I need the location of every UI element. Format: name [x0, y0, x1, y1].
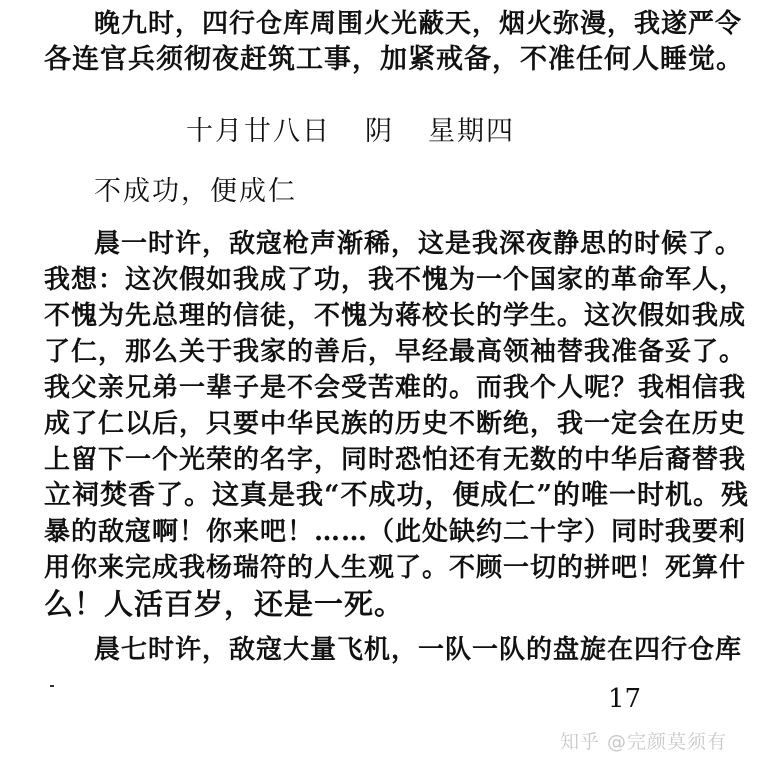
section-title: 不成功，便成仁 — [94, 176, 297, 207]
body-line: 成了仁以后，只要中华民族的历史不断绝，我一定会在历史 — [44, 409, 747, 439]
body-line: 我想：这次假如我成了功，我不愧为一个国家的革命军人， — [44, 265, 747, 295]
watermark: 知乎 @完颜莫须有 — [560, 731, 728, 753]
body-line: 晨一时许，敌寇枪声渐稀，这是我深夜静思的时候了。 — [94, 229, 743, 259]
body-line: 不愧为先总理的信徒，不愧为蒋校长的学生。这次假如我成 — [44, 301, 747, 331]
page-number: 17 — [608, 684, 642, 714]
entry-date: 十月廿八日 — [186, 116, 331, 147]
body-line: 了仁，那么关于我家的善后，早经最高领袖替我准备妥了。 — [44, 337, 747, 367]
entry-date-heading — [186, 116, 549, 148]
entry-weather: 阴 — [365, 116, 394, 147]
intro-line-1: 晚九时，四行仓库周围火光蔽天，烟火弥漫，我遂严令 — [94, 9, 743, 39]
body-line: 暴的敌寇啊！你来吧！……（此处缺约二十字）同时我要利 — [44, 517, 747, 547]
body-line: 用你来完成我杨瑞符的人生观了。不顾一切的拼吧！死算什 — [44, 553, 747, 583]
scan-speck — [50, 685, 54, 687]
body-line: 上留下一个光荣的名字，同时恐怕还有无数的中华后裔替我 — [44, 445, 747, 475]
body-line: 么！人活百岁，还是一死。 — [44, 587, 405, 621]
body-line: 立祠焚香了。这真是我“不成功，便成仁”的唯一时机。残 — [44, 480, 750, 511]
body-line: 我父亲兄弟一辈子是不会受苦难的。而我个人呢？我相信我 — [44, 373, 747, 403]
entry-weekday: 星期四 — [428, 116, 515, 147]
body-line: 晨七时许，敌寇大量飞机，一队一队的盘旋在四行仓库 — [94, 635, 743, 665]
intro-line-2: 各连官兵须彻夜赶筑工事，加紧戒备，不准任何人睡觉。 — [44, 44, 744, 75]
